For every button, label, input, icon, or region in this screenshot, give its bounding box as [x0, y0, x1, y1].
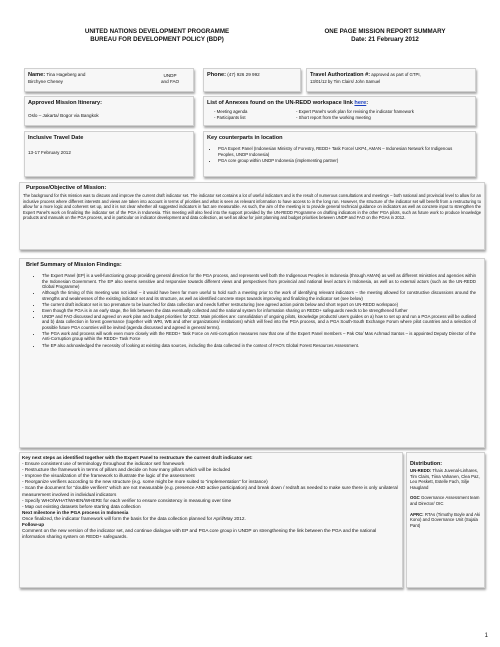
page-number: 1: [484, 633, 488, 639]
list-item: - Ensure consistent use of terminology throughout the indicator set/ framework: [22, 461, 185, 467]
counterparts-list: [207, 146, 469, 164]
distribution-group: UN-REDD: Thais Juvenal-Linhares, Tim Clairs, Tiina Vahanen, Clea Paz, Leo Peskett, Estelle Fach, Silje Haugland: [410, 468, 480, 490]
bureau-name: BUREAU FOR DEVELOPMENT POLICY (BDP): [90, 36, 224, 43]
list-item: - Scan the document for “double verifiers” which are not measurable (e.g. presence AND active participation) and break down / redraft as needed to make sure there is only unilateral measurement involved in individual indicators: [22, 485, 398, 497]
phone-value: (47) 926 29 992: [227, 72, 260, 77]
milestone-text: Once finalized, the indicator framework will form the basis for the data collection planned for April/May 2012.: [22, 515, 246, 521]
travel-dates-box: Inclusive Travel Date 13-17 February 2012: [24, 131, 194, 177]
report-title: ONE PAGE MISSION REPORT SUMMARY: [324, 28, 446, 35]
org-name: UNITED NATIONS DEVELOPMENT PROGRAMME: [84, 28, 230, 35]
list-item: • PGA core group within UNDP Indonesia (implementing partner): [218, 158, 469, 164]
itinerary-box: Approved Mission Itinerary: Oslo – Jakarta/ Bogor via Bangkok: [24, 96, 194, 126]
list-item: • UNDP and FAO discussed and agreed on work plan and budget priorities for 2012. Main priorities are: consolidation of ongoing pilots, knowledge products/ users guides on a) how to set up and run a PGA process will be outlined and b) data collection in forest governance (together with WRI, WB and other organizations/ institutions) which will feed into the PGA process, and a PGA South-South Exchange Forum where pilot countries and a selection of possible future PGA countries will be invited (agenda discussed and agreed in general terms).: [42, 314, 476, 331]
list-item: - Improve the visualization of the framework to illustrate the logic of the assessment: [22, 473, 195, 479]
distribution-group: OGC Governance Assessment team and Director/ OIC: [410, 495, 480, 506]
report-date: Date: 21 February 2012: [351, 36, 419, 43]
itinerary-value: Oslo – Jakarta/ Bogor via Bangkok: [28, 113, 99, 118]
list-item: • Although the timing of this meeting was not ideal – it would have been far more useful to hold such a meeting prior to the work of identifying relevant indicators – the meeting allowed for constructive discussions around the strengths and weaknesses of the existing indicator set and its structure, as well as identified concrete steps towards improving and finalizing the indicator set (see below): [42, 290, 476, 301]
list-item: • The current draft indicator set is too premature to be launched for data collection and needs further restructuring (see agreed action points below and short report on UN-REDD workspace): [42, 302, 476, 308]
name-field: Name: Tina Hageberg and Birchyne Cheney: [28, 72, 86, 84]
findings-list: [28, 273, 476, 349]
name-box: [24, 68, 194, 92]
list-item: - Specify WHO/WHAT/WHEN/WHERE for each verifier to ensure consistency in measuring over time: [22, 497, 232, 503]
distribution-group: APRC: RTAs (Timothy Boyle and Aki Kono) and Governance Unit (Sujala Pant): [410, 511, 481, 528]
purpose-text: The background for this mission was to discuss and improve the current draft indicator set. The indicator set contains a lot of useful indicators and is the result of numerous consultations and meetings – both national and provincial level to allow for an inclusive process where different interests and views are taken into account in terms of priorities and what is seen as relevant information to have access to in the long run. However, the structure of the indicator set will benefit from a restructuring to allow for a more logic and coherent set up, and it is not clear whether all suggested indicators in fact are measurable. As such, the aim of the meeting is to provide general technical guidance on indicators as well as concrete input to strengthen the Expert Panel's work on finalizing the indicator set of the PGA in Indonesia. This meeting will also feed into the support provided by the UN-REDD Programme on drafting indicators in the other PGA pilots, such as future work to produce knowledge products and manuals on the PGA process, and in particular on indicator development and data collection, as well as allow for joint planning and budget priorities between UNDP and FAO on the PGAs in 2012.: [23, 193, 481, 221]
purpose-section: Purpose/Objective of Mission: The background for this mission was to discuss and improve the current draft indicator set. The indicator set contains a lot of useful indicators and is the result of numerous consultations and meetings – both national and provincial level to allow for an inclusive process where different interests and views are taken into account in terms of priorities and what is seen as relevant information to have access to in the long run. However, the structure of the indicator set will benefit from a restructuring to allow for a more logic and coherent set up, and it is not clear whether all suggested indicators in fact are measurable. As such, the aim of the meeting is to provide general technical guidance on indicators as well as concrete input to strengthen the Expert Panel's work on finalizing the indicator set of the PGA in Indonesia. This meeting will also feed into the support provided by the UN-REDD Programme on drafting indicators in the other PGA pilots, such as future work to produce knowledge products and manuals on the PGA process, and in particular on indicator development and data collection, as well as allow for joint planning and budget priorities between UNDP and FAO on the PGAs in 2012.: [19, 182, 485, 250]
header-right: [300, 28, 470, 44]
list-item: - Reorganize verifiers according to the new structure (e.g. some might be more suited to “implementation” for instance): [22, 479, 268, 485]
phone-box: Phone: (47) 926 29 992: [203, 68, 301, 92]
next-steps-section: [19, 452, 403, 588]
distribution-box: [406, 452, 485, 588]
name-org: UNDP and FAO: [161, 73, 180, 84]
list-item: • PGA Expert Panel (Indonesian Ministry of Forestry, REDD+ Task Force/ UKP4, AMAN – Indonesian Network for Indigenous Peoples, UNDP Indonesia): [218, 146, 469, 157]
travel-authorization-box: Travel Authorization #: approved as part of GTPI, 13/01/12 by Tim Clairs/ John Samuel: [306, 68, 476, 92]
list-item: - Map out existing datasets before starting data collection: [22, 503, 141, 509]
list-item: - Restructure the framework in terms of pillars and decide on how many pillars which will be included: [22, 467, 231, 473]
distribution-title: Distribution:: [410, 461, 443, 467]
annexes-link[interactable]: here: [354, 100, 367, 106]
follow-up-text: Comment on the new version of the indicator set, and continue dialogue with EP and PGA core group in UNDP on strengthening the link between the PGA and the national information sharing system on REDD+ safeguards.: [22, 528, 377, 540]
list-item: • The PGA work and process will work even more closely with the REDD+ Task Force on Anti-corruption measures now that one of the Expert Panel members – Pak Oto/ Mas Achmad Santos – is appointed Deputy Director of the Anti-Corruption group within the REDD+ Task Force: [42, 331, 476, 342]
list-item: • The EP also acknowledged the necessity of looking at existing data sources, including the data collected in the context of FAO's Global Forest Resources Assessment.: [42, 343, 476, 349]
annexes-box: List of Annexes found on the UN-REDD workspace link here: - Meeting agenda - Participants list - Expert Panel's work plan for revising the indicator framework - Short report from the working meeting: [203, 96, 476, 126]
header-left: [52, 28, 262, 44]
findings-section: Brief Summary of Mission Findings: • The Expert Panel (EP) is a well-functioning group providing general direction for the PGA process, and represents well both the Indigenous Peoples in Indonesia (through AMAN) as well as different ministries and agencies within the Indonesian Government. The EP also seems sensitive and responsive towards different views and perspectives from provincial and national level actors in Indonesia, as well as to external actors (such as the UN-REDD Global Programme) • Although the timing of this meeting was not ideal – it would have been far more useful to hold such a meeting prior to the work of identifying relevant indicators – the meeting allowed for constructive discussions around the strengths and weaknesses of the existing indicator set and its structure, as well as identified concrete steps towards improving and finalizing the indicator set (see below) • The current draft indicator set is too premature to be launched for data collection and needs further restructuring (see agreed action points below and short report on UN-REDD workspace) • Even though the PGA is in an early stage, the link between the data eventually collected and the national system for information sharing on REDD+ safeguards needs to be strengthened further • UNDP and FAO discussed and agreed on work plan and budget priorities for 2012. Main priorities are: consolidation of ongoing pilots, knowledge products/ users guides on a) how to set up and run a PGA process will be outlined and b) data collection in forest governance (together with WRI, WB and other organizations/ institutions) which will feed into the PGA process, and a PGA South-South Exchange Forum where pilot countries and a selection of possible future PGA countries will be invited (agenda discussed and agreed in general terms). • The PGA work and process will work even more closely with the REDD+ Task Force on Anti-corruption measures now that one of the Expert Panel members – Pak Oto/ Mas Achmad Santos – is appointed Deputy Director of the Anti-Corruption group within the REDD+ Task Force • The EP also acknowledged the necessity of looking at existing data sources, including the data collected in the context of FAO's Global Forest Resources Assessment.: [19, 258, 485, 448]
annex-list-right: - Expert Panel's work plan for revising the indicator framework - Short report from the working meeting: [296, 109, 414, 120]
next-steps-title: Key next steps as identified together with the Expert Panel to restructure the current draft indicator set:: [22, 455, 253, 460]
list-item: • Even though the PGA is in an early stage, the link between the data eventually collected and the national system for information sharing on REDD+ safeguards needs to be strengthened further: [42, 308, 476, 314]
counterparts-box: Key counterparts in location • PGA Expert Panel (Indonesian Ministry of Forestry, REDD+ Task Force/ UKP4, AMAN – Indonesian Network for Indigenous Peoples, UNDP Indonesia) • PGA core group within UNDP Indonesia (implementing partner): [203, 131, 476, 177]
annex-list-left: - Meeting agenda - Participants list: [214, 109, 248, 120]
list-item: • The Expert Panel (EP) is a well-functioning group providing general direction for the PGA process, and represents well both the Indigenous Peoples in Indonesia (through AMAN) as well as different ministries and agencies within the Indonesian Government. The EP also seems sensitive and responsive towards different views and perspectives from provincial and national level actors in Indonesia, as well as to external actors (such as the UN-REDD Global Programme): [42, 273, 476, 290]
milestone-title: Next milestone in the PGA process in Indonesia: [22, 509, 129, 515]
travel-dates-value: 13-17 February 2012: [28, 150, 71, 155]
follow-up-title: Follow-up: [22, 522, 45, 528]
